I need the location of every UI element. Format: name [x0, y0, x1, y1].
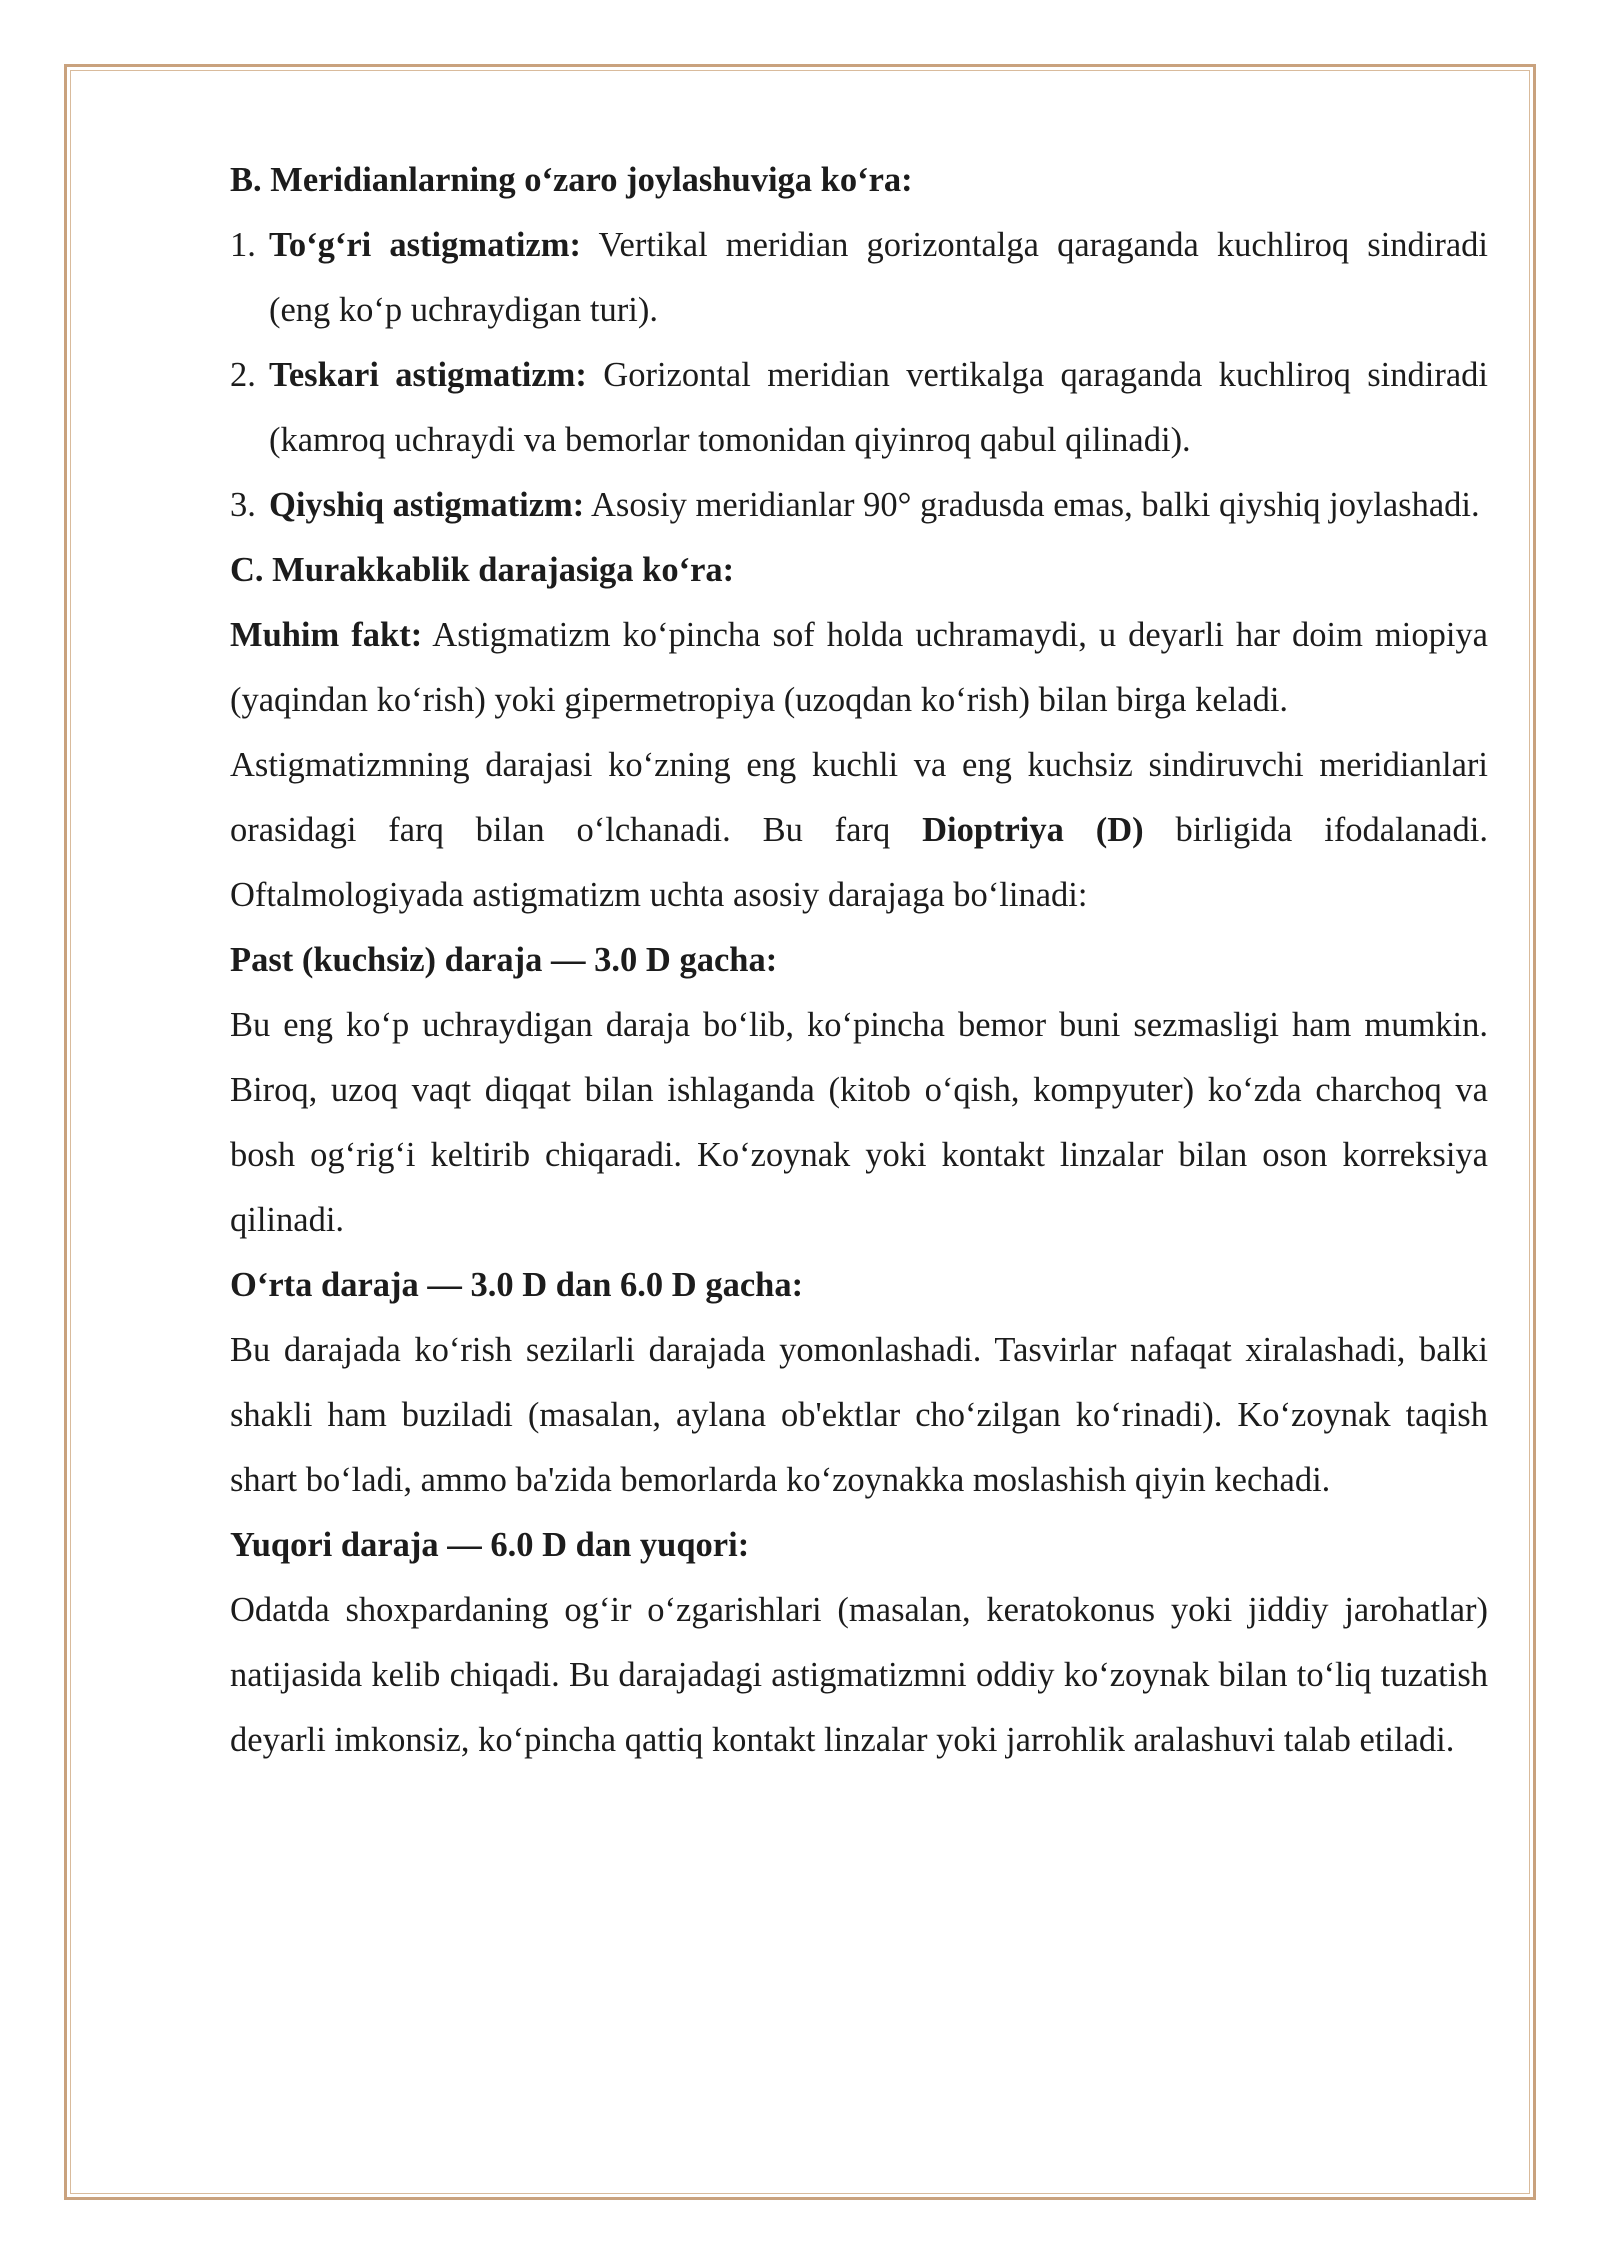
list-item [230, 473, 1488, 538]
degree-intro-text: Astigmatizmning darajasi ko‘zning eng kuchli va eng kuchsiz sindiruvchi meridianlari orasidagi farq bilan o‘lchanadi. Bu farq [230, 746, 1488, 849]
list-item [230, 213, 1488, 343]
degree-heading-high: Yuqori daraja — 6.0 D dan yuqori: [230, 1526, 750, 1564]
fact-text: Astigmatizm ko‘pincha sof holda uchramaydi, u deyarli har doim miopiya (yaqindan ko‘rish) yoki gipermetropiya (uzoqdan ko‘rish) bilan birga keladi. [230, 616, 1488, 719]
degree-text-low: Bu eng ko‘p uchraydigan daraja bo‘lib, ko‘pincha bemor buni sezmasligi ham mumkin. Biroq, uzoq vaqt diqqat bilan ishlaganda (kitob o‘qish, kompyuter) ko‘zda charchoq va bosh og‘rig‘i keltirib chiqaradi. Ko‘zoynak yoki kontakt linzalar bilan oson korreksiya qilinadi. [230, 1006, 1488, 1239]
section-c-heading: C. Murakkablik darajasiga ko‘ra: [230, 551, 735, 589]
list-term: To‘g‘ri astigmatizm: [269, 226, 581, 264]
list-number: 3. [230, 486, 256, 524]
list-number: 1. [230, 226, 256, 264]
list-item [230, 343, 1488, 473]
important-fact-paragraph [230, 603, 1488, 733]
degree-intro-paragraph [230, 733, 1488, 928]
document-body [230, 148, 1488, 1773]
list-text: Gorizontal meridian vertikalga qaraganda kuchliroq sindiradi (kamroq uchraydi va bemorlar tomonidan qiyinroq qabul qilinadi). [269, 356, 1488, 459]
degree-intro-text-end: birligida ifodalanadi. Oftalmologiyada astigmatizm uchta asosiy darajaga bo‘linadi: [230, 811, 1489, 914]
section-b-heading: B. Meridianlarning o‘zaro joylashuviga ko‘ra: [230, 161, 913, 199]
list-text: Asosiy meridianlar 90° gradusda emas, balki qiyshiq joylashadi. [584, 486, 1480, 524]
list-number: 2. [230, 356, 256, 394]
degree-heading-low: Past (kuchsiz) daraja — 3.0 D gacha: [230, 941, 778, 979]
list-text: Vertikal meridian gorizontalga qaraganda kuchliroq sindiradi (eng ko‘p uchraydigan turi). [269, 226, 1488, 329]
list-term: Qiyshiq astigmatizm: [269, 486, 585, 524]
list-term: Teskari astigmatizm: [269, 356, 587, 394]
degree-text-high: Odatda shoxpardaning og‘ir o‘zgarishlari (masalan, keratokonus yoki jiddiy jarohatlar) natijasida kelib chiqadi. Bu darajadagi astigmatizmni oddiy ko‘zoynak bilan to‘liq tuzatish deyarli imkonsiz, ko‘pincha qattiq kontakt linzalar yoki jarrohlik aralashuvi talab etiladi. [230, 1591, 1488, 1759]
fact-label: Muhim fakt: [230, 616, 423, 654]
degree-text-medium: Bu darajada ko‘rish sezilarli darajada yomonlashadi. Tasvirlar nafaqat xiralashadi, balki shakli ham buziladi (masalan, aylana ob'ektlar cho‘zilgan ko‘rinadi). Ko‘zoynak taqish shart bo‘ladi, ammo ba'zida bemorlarda ko‘zoynakka moslashish qiyin kechadi. [230, 1331, 1488, 1499]
degree-heading-medium: O‘rta daraja — 3.0 D dan 6.0 D gacha: [230, 1266, 804, 1304]
diopter-term: Dioptriya (D) [922, 811, 1144, 849]
